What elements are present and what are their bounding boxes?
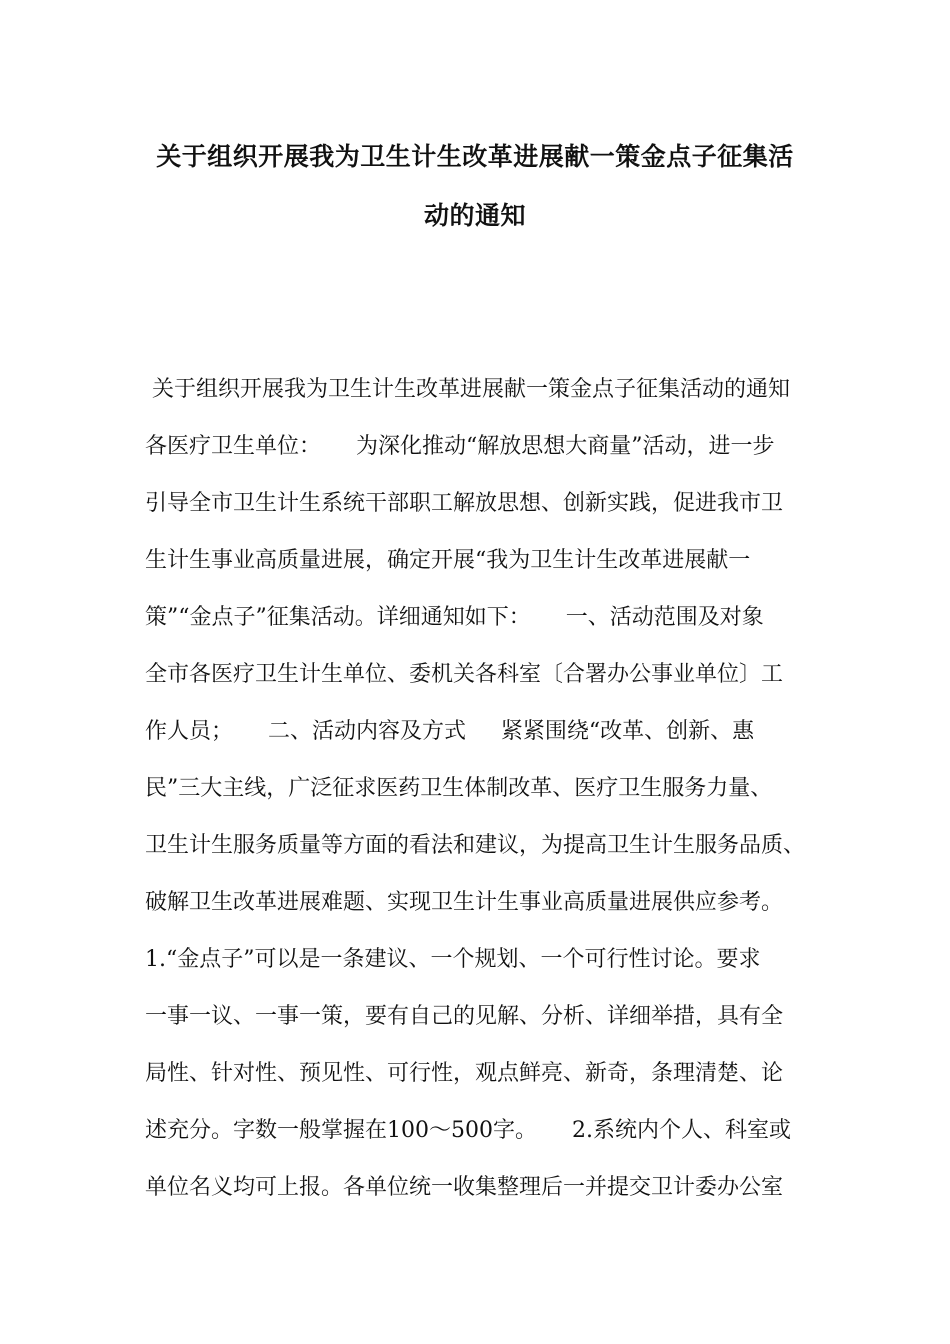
body-line: 1.“金点子”可以是一条建议、一个规划、一个可行性讨论。要求	[145, 947, 761, 972]
body-line: 破解卫生改革进展难题、实现卫生计生事业高质量进展供应参考。	[145, 890, 784, 915]
document-title-line-2: 动的通知	[423, 201, 526, 230]
document-title-line-1: 关于组织开展我为卫生计生改革进展献一策金点子征集活	[156, 142, 794, 171]
body-line: 卫生计生服务质量等方面的看法和建议，为提高卫生计生服务品质、	[145, 833, 806, 858]
body-line: 关于组织开展我为卫生计生改革进展献一策金点子征集活动的通知	[145, 377, 790, 402]
body-line: 作人员； 二、活动内容及方式 紧紧围绕“改革、创新、惠	[145, 719, 755, 744]
body-line: 单位名义均可上报。各单位统一收集整理后一并提交卫计委办公室	[145, 1175, 784, 1200]
body-line: 各医疗卫生单位： 为深化推动“解放思想大商量”活动，进一步	[145, 434, 775, 459]
body-line: 民”三大主线，广泛征求医药卫生体制改革、医疗卫生服务力量、	[145, 776, 773, 801]
body-line: 述充分。字数一般掌握在100～500字。 2.系统内个人、科室或	[145, 1118, 791, 1143]
body-line: 局性、针对性、预见性、可行性，观点鲜亮、新奇，条理清楚、论	[145, 1061, 784, 1086]
body-line: 生计生事业高质量进展，确定开展“我为卫生计生改革进展献一	[145, 548, 751, 573]
body-line: 全市各医疗卫生计生单位、委机关各科室〔合署办公事业单位〕工	[145, 662, 784, 687]
body-line: 引导全市卫生计生系统干部职工解放思想、创新实践，促进我市卫	[145, 491, 784, 516]
body-line: 策”“金点子”征集活动。详细通知如下： 一、活动范围及对象	[145, 605, 764, 630]
body-line: 一事一议、一事一策，要有自己的见解、分析、详细举措，具有全	[145, 1004, 784, 1029]
